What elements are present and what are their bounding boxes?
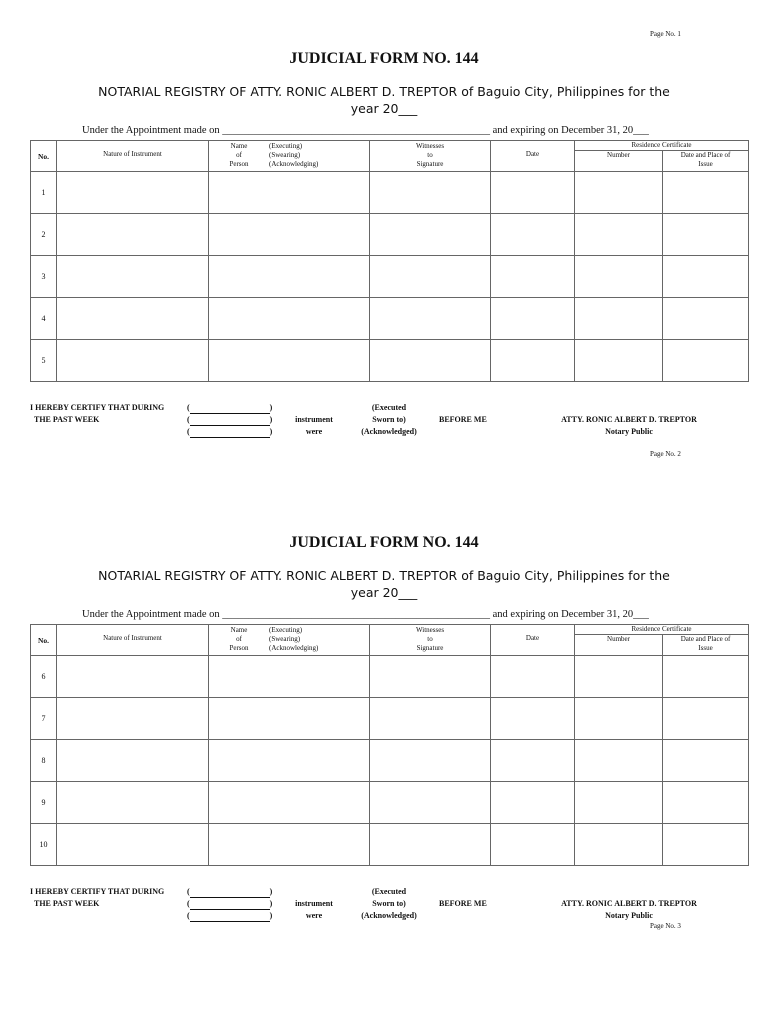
witnesses-cell[interactable] <box>370 656 491 698</box>
executed-label: (Executed <box>371 887 407 896</box>
date-place-cell[interactable] <box>663 340 749 382</box>
date-place-cell[interactable] <box>663 656 749 698</box>
date-place-cell[interactable] <box>663 824 749 866</box>
header-residence-certificate: Residence Certificate <box>575 625 749 635</box>
header-text: (Swearing) <box>269 151 301 159</box>
nature-cell[interactable] <box>57 340 209 382</box>
registry-year: year 20___ <box>350 101 418 116</box>
header-text: of <box>236 151 242 159</box>
header-text: Person <box>229 644 249 652</box>
count-fields: ( ) ( ) ( ) <box>187 403 273 436</box>
notary-name: ATTY. RONIC ALBERT D. TREPTOR <box>561 899 697 908</box>
certify-text: THE PAST WEEK <box>34 899 100 908</box>
header-text: of <box>236 635 242 643</box>
row-number: 5 <box>31 340 57 382</box>
date-cell[interactable] <box>491 698 575 740</box>
date-cell[interactable] <box>491 340 575 382</box>
header-text: Person <box>229 160 249 168</box>
row-number: 7 <box>31 698 57 740</box>
name-cell[interactable] <box>209 824 370 866</box>
name-cell[interactable] <box>209 782 370 824</box>
header-witnesses <box>370 141 491 172</box>
header-text: (Executing) <box>269 626 303 634</box>
row-number: 9 <box>31 782 57 824</box>
header-name-of-person <box>209 141 370 172</box>
page-number: Page No. 1 <box>650 30 681 38</box>
header-text: Signature <box>416 644 444 652</box>
table-row <box>31 740 749 782</box>
witnesses-cell[interactable] <box>370 214 491 256</box>
witnesses-cell[interactable] <box>370 782 491 824</box>
count-blank[interactable] <box>190 912 270 922</box>
header-text: Date and Place of <box>680 151 731 159</box>
count-fields: ( ) ( ) ( ) <box>187 887 273 920</box>
row-number: 3 <box>31 256 57 298</box>
table-row <box>31 698 749 740</box>
name-cell[interactable] <box>209 698 370 740</box>
header-text: Issue <box>698 160 713 168</box>
witnesses-cell[interactable] <box>370 340 491 382</box>
nature-cell[interactable] <box>57 656 209 698</box>
header-text: (Executing) <box>269 142 303 150</box>
date-place-cell[interactable] <box>663 256 749 298</box>
nature-cell[interactable] <box>57 172 209 214</box>
header-number: Number <box>575 635 663 656</box>
date-cell[interactable] <box>491 782 575 824</box>
number-cell[interactable] <box>575 214 663 256</box>
header-text: Witnesses <box>415 626 445 634</box>
row-number: 8 <box>31 740 57 782</box>
number-cell[interactable] <box>575 656 663 698</box>
form-title: JUDICIAL FORM NO. 144 <box>289 534 479 551</box>
table-row <box>31 340 749 382</box>
date-cell[interactable] <box>491 824 575 866</box>
notary-name: ATTY. RONIC ALBERT D. TREPTOR <box>561 415 697 424</box>
header-nature-of-instrument: Nature of Instrument <box>57 141 209 172</box>
witnesses-cell[interactable] <box>370 256 491 298</box>
nature-cell[interactable] <box>57 698 209 740</box>
number-cell[interactable] <box>575 256 663 298</box>
sworn-label: Sworn to) <box>372 899 406 908</box>
witnesses-cell[interactable] <box>370 298 491 340</box>
number-cell[interactable] <box>575 824 663 866</box>
page-number: Page No. 2 <box>650 450 681 458</box>
form-title: JUDICIAL FORM NO. 144 <box>289 50 479 67</box>
row-number: 10 <box>31 824 57 866</box>
date-place-cell[interactable] <box>663 698 749 740</box>
sworn-label: Sworn to) <box>372 415 406 424</box>
header-text: (Acknowledging) <box>269 160 319 168</box>
registry-table <box>30 624 749 866</box>
certify-text: I HEREBY CERTIFY THAT DURING <box>30 887 165 896</box>
appointment-line: Under the Appointment made on ___________________________________________________ and expiring on December 31, 20___ <box>82 609 649 620</box>
count-blank[interactable] <box>190 428 270 438</box>
date-cell[interactable] <box>491 214 575 256</box>
registry-table <box>30 140 749 382</box>
executed-label: (Executed <box>371 403 407 412</box>
registry-line: NOTARIAL REGISTRY OF ATTY. RONIC ALBERT D. TREPTOR of Baguio City, Philippines for the <box>98 568 670 583</box>
count-blank[interactable] <box>190 416 270 426</box>
name-cell[interactable] <box>209 340 370 382</box>
certify-text: THE PAST WEEK <box>34 415 100 424</box>
name-cell[interactable] <box>209 656 370 698</box>
header-nature-of-instrument: Nature of Instrument <box>57 625 209 656</box>
table-row <box>31 656 749 698</box>
witnesses-cell[interactable] <box>370 698 491 740</box>
nature-cell[interactable] <box>57 740 209 782</box>
header-text: Date and Place of <box>680 635 731 643</box>
date-cell[interactable] <box>491 740 575 782</box>
number-cell[interactable] <box>575 740 663 782</box>
header-no: No. <box>31 141 57 172</box>
header-witnesses <box>370 625 491 656</box>
count-blank[interactable] <box>190 888 270 898</box>
witnesses-cell[interactable] <box>370 824 491 866</box>
number-cell[interactable] <box>575 298 663 340</box>
header-date: Date <box>491 141 575 172</box>
witnesses-cell[interactable] <box>370 740 491 782</box>
header-date-place-issue <box>663 151 749 172</box>
registry-heading <box>40 83 728 117</box>
header-text: to <box>427 635 433 643</box>
name-cell[interactable] <box>209 740 370 782</box>
witnesses-cell[interactable] <box>370 172 491 214</box>
number-cell[interactable] <box>575 782 663 824</box>
row-number: 4 <box>31 298 57 340</box>
instrument-label: instrument <box>295 415 333 424</box>
table-row <box>31 782 749 824</box>
number-cell[interactable] <box>575 698 663 740</box>
number-cell[interactable] <box>575 340 663 382</box>
date-cell[interactable] <box>491 656 575 698</box>
row-number: 6 <box>31 656 57 698</box>
header-date: Date <box>491 625 575 656</box>
nature-cell[interactable] <box>57 298 209 340</box>
appointment-line: Under the Appointment made on ___________________________________________________ and expiring on December 31, 20___ <box>82 125 649 136</box>
count-blank[interactable] <box>190 900 270 910</box>
name-cell[interactable] <box>209 256 370 298</box>
registry-heading <box>40 567 728 601</box>
header-number: Number <box>575 151 663 172</box>
header-text: Signature <box>416 160 444 168</box>
number-cell[interactable] <box>575 172 663 214</box>
nature-cell[interactable] <box>57 214 209 256</box>
notary-title: Notary Public <box>605 427 653 436</box>
header-date-place-issue <box>663 635 749 656</box>
instrument-label: instrument <box>295 899 333 908</box>
table-row <box>31 256 749 298</box>
table-row <box>31 298 749 340</box>
header-text: Witnesses <box>415 142 445 150</box>
date-place-cell[interactable] <box>663 172 749 214</box>
before-me-label: BEFORE ME <box>439 899 487 908</box>
registry-line: NOTARIAL REGISTRY OF ATTY. RONIC ALBERT D. TREPTOR of Baguio City, Philippines for the <box>98 84 670 99</box>
row-number: 2 <box>31 214 57 256</box>
header-text: (Swearing) <box>269 635 301 643</box>
table-row <box>31 214 749 256</box>
page-number: Page No. 3 <box>650 922 681 930</box>
nature-cell[interactable] <box>57 782 209 824</box>
certify-text: I HEREBY CERTIFY THAT DURING <box>30 403 165 412</box>
nature-cell[interactable] <box>57 824 209 866</box>
header-text: (Acknowledging) <box>269 644 319 652</box>
date-cell[interactable] <box>491 298 575 340</box>
header-name-of-person <box>209 625 370 656</box>
header-text: Issue <box>698 644 713 652</box>
name-cell[interactable] <box>209 214 370 256</box>
name-cell[interactable] <box>209 172 370 214</box>
were-label: were <box>305 427 323 436</box>
header-text: to <box>427 151 433 159</box>
name-cell[interactable] <box>209 298 370 340</box>
before-me-label: BEFORE ME <box>439 415 487 424</box>
count-blank[interactable] <box>190 404 270 414</box>
header-text: Name <box>230 142 248 150</box>
date-cell[interactable] <box>491 172 575 214</box>
acknowledged-label: (Acknowledged) <box>361 427 417 436</box>
table-row <box>31 172 749 214</box>
notary-title: Notary Public <box>605 911 653 920</box>
date-place-cell[interactable] <box>663 740 749 782</box>
date-cell[interactable] <box>491 256 575 298</box>
header-no: No. <box>31 625 57 656</box>
were-label: were <box>305 911 323 920</box>
registry-year: year 20___ <box>350 585 418 600</box>
row-number: 1 <box>31 172 57 214</box>
date-place-cell[interactable] <box>663 214 749 256</box>
date-place-cell[interactable] <box>663 298 749 340</box>
nature-cell[interactable] <box>57 256 209 298</box>
acknowledged-label: (Acknowledged) <box>361 911 417 920</box>
header-text: Name <box>230 626 248 634</box>
date-place-cell[interactable] <box>663 782 749 824</box>
table-row <box>31 824 749 866</box>
header-residence-certificate: Residence Certificate <box>575 141 749 151</box>
